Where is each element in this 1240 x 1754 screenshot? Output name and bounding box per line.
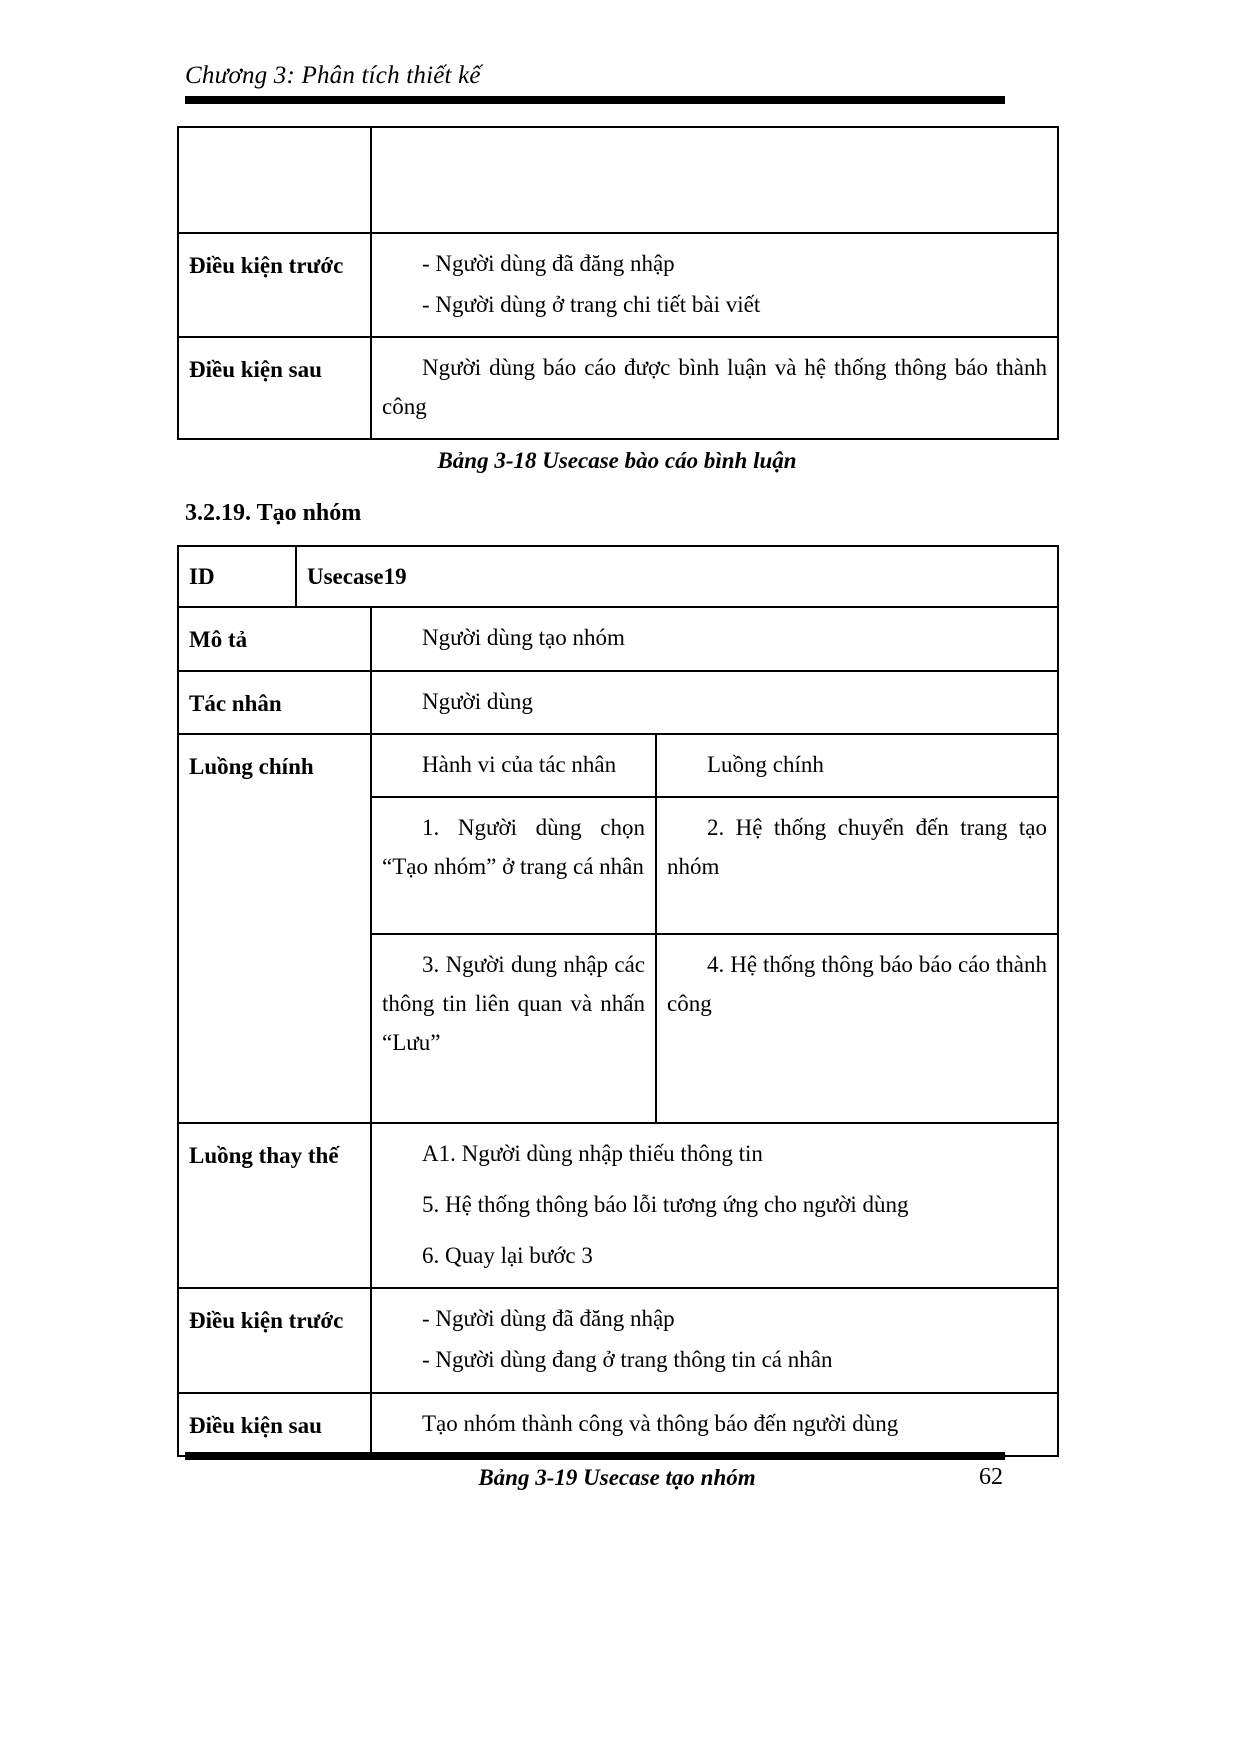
cell-content-dieu-kien-truoc — [371, 1288, 1058, 1392]
cell-content-luong-thay-the — [371, 1123, 1058, 1288]
usecase-table-3-18 — [177, 126, 1059, 440]
empty-content-cell — [371, 127, 1058, 233]
page-footer — [185, 1452, 1005, 1491]
section-heading-3-2-19: 3.2.19. Tạo nhóm — [185, 500, 362, 527]
table-row — [178, 127, 1058, 233]
footer-rule — [185, 1452, 1005, 1460]
alt-flow-line: 5. Hệ thống thông báo lỗi tương ứng cho người dùng — [422, 1192, 909, 1218]
cell-label-id: ID — [178, 546, 296, 607]
page-content — [177, 62, 1057, 1491]
cell-step-actor-3 — [371, 934, 656, 1123]
step-text: 4. Hệ thống thông báo báo cáo thành công — [667, 951, 1047, 1016]
step-text: 3. Người dung nhập các thông tin liên quan và nhấn “Lưu” — [382, 951, 645, 1055]
cell-value-mo-ta — [371, 607, 1058, 670]
postcondition-text: Tạo nhóm thành công và thông báo đến người dùng — [422, 1410, 899, 1436]
cell-step-system-4 — [656, 934, 1058, 1123]
cell-label-mo-ta: Mô tả — [178, 607, 371, 670]
cell-label-dieu-kien-truoc: Điều kiện trước — [178, 1288, 371, 1392]
cell-label-tac-nhan: Tác nhân — [178, 671, 371, 734]
table-row — [178, 607, 1058, 670]
table-row — [178, 1288, 1058, 1392]
table-row — [178, 1123, 1058, 1288]
precondition-line: - Người dùng đang ở trang thông tin cá nhân — [422, 1347, 833, 1373]
cell-label-dieu-kien-sau: Điều kiện sau — [178, 1393, 371, 1456]
cell-content-dieu-kien-sau — [371, 337, 1058, 439]
cell-label-dieu-kien-sau: Điều kiện sau — [178, 337, 371, 439]
table-row — [178, 734, 1058, 797]
usecase-table-3-19 — [177, 545, 1059, 1456]
table-row — [178, 546, 1058, 607]
table-row — [178, 337, 1058, 439]
cell-value-id: Usecase19 — [296, 546, 1058, 607]
cell-label-luong-thay-the: Luồng thay thế — [178, 1123, 371, 1288]
precondition-line: - Người dùng đã đăng nhập — [422, 1306, 675, 1332]
cell-step-actor-1 — [371, 797, 656, 934]
table-caption-3-18: Bảng 3-18 Usecase bào cáo bình luận — [437, 448, 797, 474]
cell-step-system-2 — [656, 797, 1058, 934]
cell-value-tac-nhan — [371, 671, 1058, 734]
cell-label-luong-chinh: Luồng chính — [178, 734, 371, 1123]
description-text: Người dùng tạo nhóm — [422, 625, 625, 651]
alt-flow-line: A1. Người dùng nhập thiếu thông tin — [422, 1141, 763, 1167]
system-column-header: Luồng chính — [707, 751, 824, 777]
step-text: 1. Người dùng chọn “Tạo nhóm” ở trang cá nhân — [382, 814, 645, 879]
cell-content-dieu-kien-sau — [371, 1393, 1058, 1456]
cell-content-dieu-kien-truoc — [371, 233, 1058, 337]
cell-header-main-flow — [656, 734, 1058, 797]
cell-header-actor-behavior — [371, 734, 656, 797]
empty-label-cell — [178, 127, 371, 233]
running-header-title: Chương 3: Phân tích thiết kế — [185, 62, 481, 89]
table-row — [178, 1393, 1058, 1456]
actor-text: Người dùng — [422, 688, 533, 714]
cell-label-dieu-kien-truoc: Điều kiện trước — [178, 233, 371, 337]
precondition-line: - Người dùng ở trang chi tiết bài viết — [422, 292, 761, 318]
precondition-line: - Người dùng đã đăng nhập — [422, 251, 675, 276]
step-text: 2. Hệ thống chuyển đến trang tạo nhóm — [667, 814, 1047, 879]
page-number: 62 — [979, 1464, 1003, 1490]
table-caption-3-19: Bảng 3-19 Usecase tạo nhóm — [478, 1464, 756, 1490]
postcondition-text: Người dùng báo cáo được bình luận và hệ thống thông báo thành công — [382, 355, 1047, 420]
table-row — [178, 233, 1058, 337]
alt-flow-line: 6. Quay lại bước 3 — [422, 1243, 593, 1269]
running-header — [185, 62, 1005, 104]
actor-column-header: Hành vi của tác nhân — [422, 751, 617, 777]
table-row — [178, 671, 1058, 734]
header-rule — [185, 96, 1005, 104]
